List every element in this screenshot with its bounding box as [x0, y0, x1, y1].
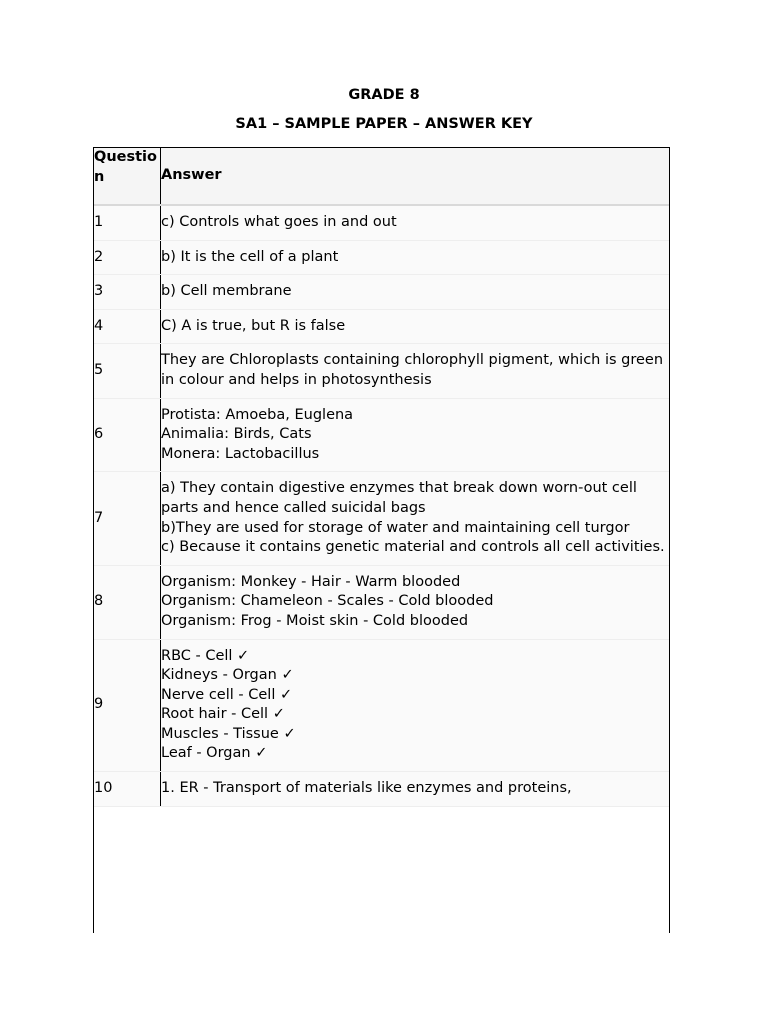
question-number: 4 — [94, 310, 161, 344]
table-row — [94, 772, 669, 807]
table-body — [94, 206, 669, 807]
table-row — [94, 310, 669, 345]
table-row — [94, 566, 669, 640]
table-row — [94, 399, 669, 473]
question-number: 6 — [94, 399, 161, 472]
question-number: 10 — [94, 772, 161, 806]
answer-text: b) Cell membrane — [161, 283, 292, 300]
header-question: Question — [94, 148, 161, 204]
question-number: 1 — [94, 206, 161, 240]
question-number: 5 — [94, 344, 161, 397]
question-number: 3 — [94, 275, 161, 309]
question-number: 8 — [94, 566, 161, 639]
answer-text: c) Controls what goes in and out — [161, 214, 397, 230]
answer-text: They are Chloroplasts containing chlorophyll pigment, which is green in colour and helps in photosynthesis — [161, 352, 664, 388]
answer-key-table — [93, 147, 670, 933]
question-number: 7 — [94, 472, 161, 564]
answer-text: Organism: Monkey - Hair - Warm blooded Organism: Chameleon - Scales - Cold blooded Organism: Frog - Moist skin - Cold blooded — [161, 573, 494, 629]
answer-text: Protista: Amoeba, Euglena Animalia: Birds, Cats Monera: Lactobacillus — [161, 406, 354, 462]
table-row — [94, 275, 669, 310]
table-header-row — [94, 148, 669, 206]
document-subtitle: SA1 – SAMPLE PAPER – ANSWER KEY — [235, 116, 533, 132]
table-row — [94, 344, 669, 398]
table-row — [94, 241, 669, 276]
table-row — [94, 640, 669, 773]
header-answer: Answer — [161, 167, 222, 184]
document-title: GRADE 8 — [348, 87, 420, 103]
answer-text: a) They contain digestive enzymes that break down worn-out cell parts and hence called suicidal bags b)They are used for storage of water and maintaining cell turgor c) Because it contains genetic material and controls all cell activities. — [161, 480, 665, 556]
answer-text: RBC - Cell ✓ Kidneys - Organ ✓ Nerve cell - Cell ✓ Root hair - Cell ✓ Muscles - Tissue ✓ Leaf - Organ ✓ — [161, 647, 296, 762]
table-row — [94, 206, 669, 241]
answer-text: 1. ER - Transport of materials like enzymes and proteins, — [161, 780, 572, 797]
question-number: 9 — [94, 640, 161, 772]
answer-text: C) A is true, but R is false — [161, 317, 346, 334]
table-row — [94, 472, 669, 565]
answer-text: b) It is the cell of a plant — [161, 248, 339, 265]
question-number: 2 — [94, 241, 161, 275]
